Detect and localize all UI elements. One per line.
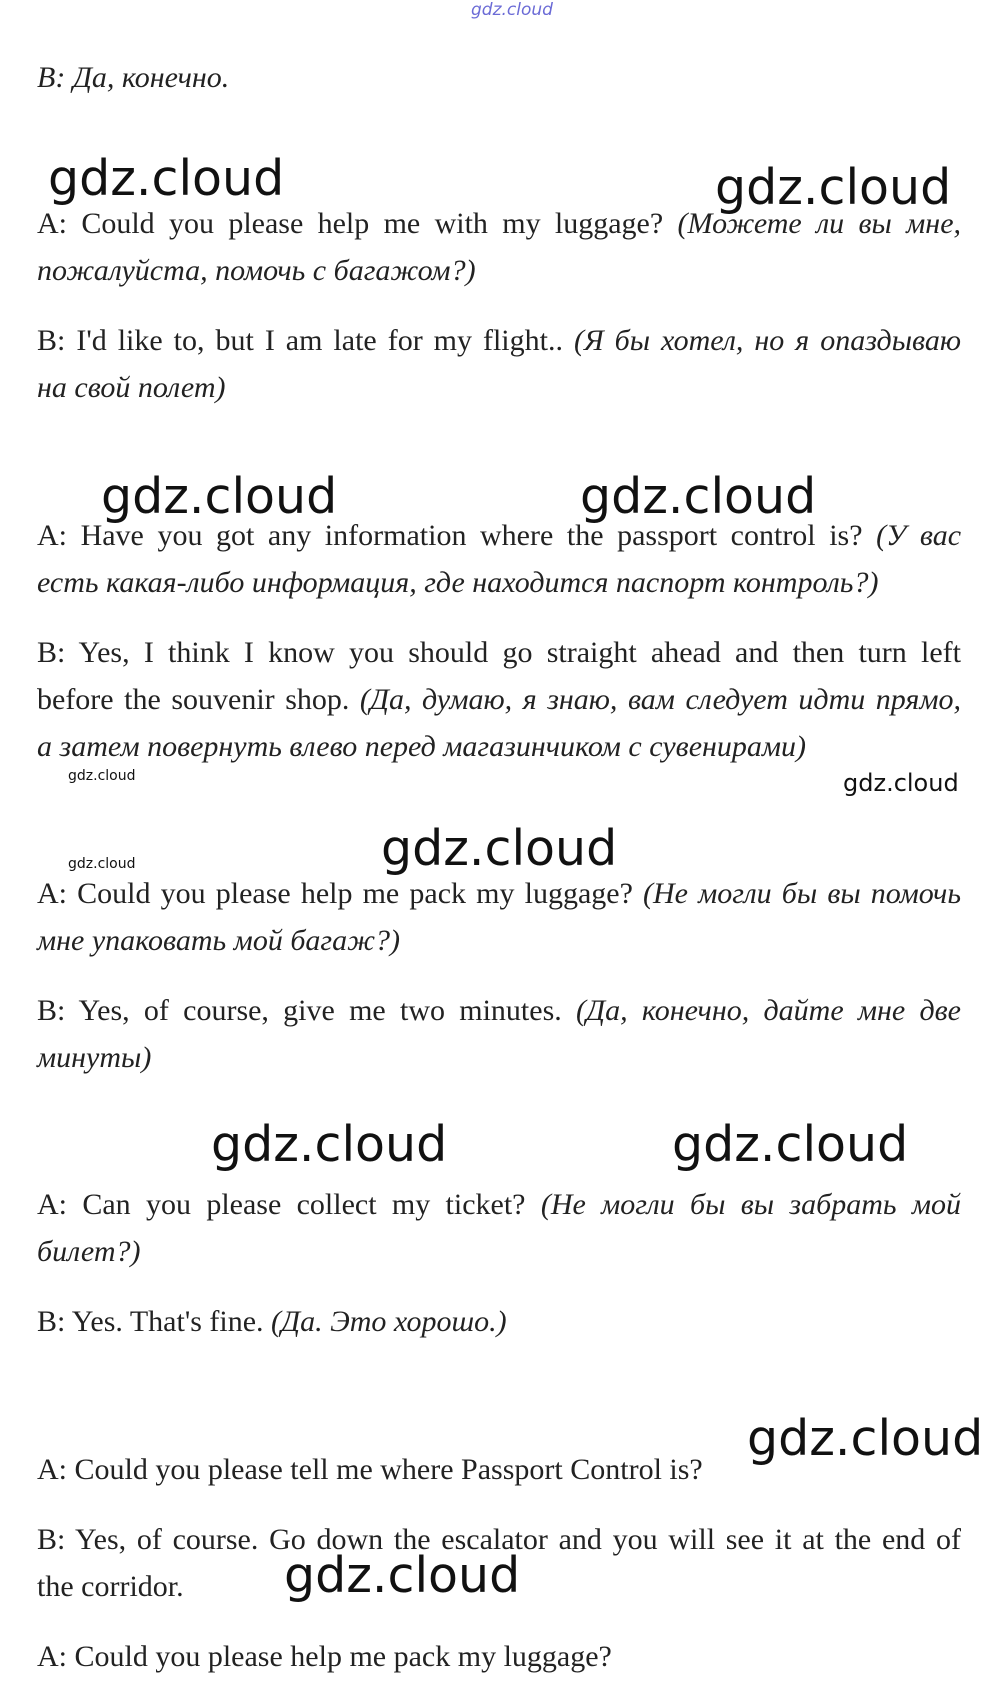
english-text: A: Can you please collect my ticket? <box>37 1188 541 1221</box>
russian-text: минуты) <box>37 1041 152 1074</box>
russian-text: мне упаковать мой багаж?) <box>37 924 401 957</box>
watermark: gdz.cloud <box>48 150 285 207</box>
dialogue-line <box>37 1228 961 1275</box>
russian-text: а затем повернуть влево перед магазинчиком с сувенирами) <box>37 730 807 763</box>
dialogue-line <box>37 1633 961 1680</box>
english-text: B: I'd like to, but I am late for my flight.. <box>37 324 574 357</box>
russian-text: есть какая-либо информация, где находится паспорт контроль?) <box>37 566 879 599</box>
watermark: gdz.cloud <box>101 468 338 525</box>
dialogue-line <box>37 317 961 364</box>
watermark-small: gdz.cloud <box>68 768 136 784</box>
english-text: A: Could you please help me with my luggage? <box>37 207 678 240</box>
watermark: gdz.cloud <box>284 1547 521 1604</box>
watermark: gdz.cloud <box>211 1116 448 1173</box>
russian-text: (Да. Это хорошо.) <box>271 1305 507 1338</box>
russian-text: (Не могли бы вы забрать мой <box>540 1188 961 1221</box>
english-text: B: Yes, of course. Go down the escalator and you will see it at the end of <box>37 1523 961 1556</box>
english-text: B: Yes, I think I know you should go straight ahead and then turn left <box>37 636 961 669</box>
english-text: the corridor. <box>37 1570 184 1603</box>
russian-text: (Не могли бы вы помочь <box>643 877 961 910</box>
russian-text: на свой полет) <box>37 371 226 404</box>
dialogue-line <box>37 870 961 917</box>
watermark: gdz.cloud <box>715 159 952 216</box>
russian-text: пожалуйста, помочь с багажом?) <box>37 254 476 287</box>
english-text: A: Could you please help me pack my luggage? <box>37 1640 612 1673</box>
watermark-small: gdz.cloud <box>68 856 136 872</box>
english-text: A: Have you got any information where the passport control is? <box>37 519 877 552</box>
watermark: gdz.cloud <box>672 1116 909 1173</box>
dialogue-line <box>37 54 961 101</box>
english-text: B: Yes. That's fine. <box>37 1305 272 1338</box>
russian-text: билет?) <box>37 1235 141 1268</box>
dialogue-line <box>37 1181 961 1228</box>
dialogue-line <box>37 676 961 723</box>
watermark: gdz.cloud <box>747 1410 984 1467</box>
english-text: B: Yes, of course, give me two minutes. <box>37 994 576 1027</box>
english-text: before the souvenir shop. <box>37 683 360 716</box>
russian-text: (Я бы хотел, но я опаздываю <box>573 324 961 357</box>
dialogue-line <box>37 1298 961 1345</box>
russian-text: B: Да, конечно. <box>37 61 230 94</box>
dialogue-line <box>37 247 961 294</box>
dialogue-line <box>37 629 961 676</box>
watermark-medium: gdz.cloud <box>843 769 959 797</box>
dialogue-line <box>37 559 961 606</box>
dialogue-line <box>37 987 961 1034</box>
dialogue-line <box>37 917 961 964</box>
watermark-top: gdz.cloud <box>471 0 553 20</box>
russian-text: (Да, конечно, дайте мне две <box>576 994 961 1027</box>
russian-text: (У вас <box>876 519 962 552</box>
dialogue-line <box>37 723 961 770</box>
watermark: gdz.cloud <box>381 820 618 877</box>
russian-text: (Можете ли вы мне, <box>677 207 962 240</box>
dialogue-line <box>37 364 961 411</box>
english-text: A: Could you please tell me where Passport Control is? <box>37 1453 703 1486</box>
watermark: gdz.cloud <box>580 468 817 525</box>
russian-text: (Да, думаю, я знаю, вам следует идти прямо, <box>359 683 961 716</box>
english-text: A: Could you please help me pack my luggage? <box>37 877 644 910</box>
dialogue-line <box>37 1034 961 1081</box>
